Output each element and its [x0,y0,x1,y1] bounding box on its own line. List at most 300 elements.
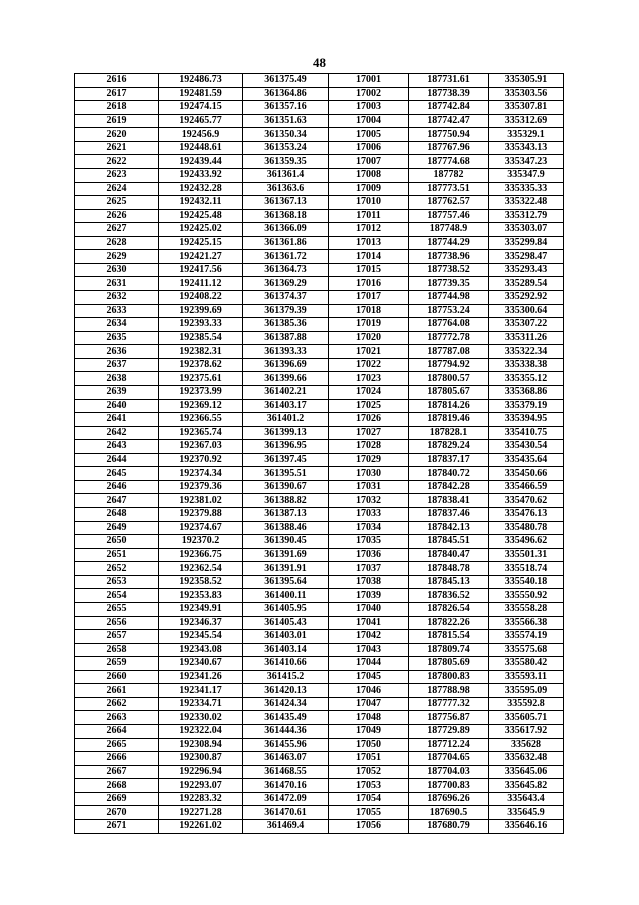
table-cell: 17009 [329,182,409,196]
table-cell: 187794.92 [409,358,489,372]
table-cell: 192300.87 [159,752,243,766]
table-cell: 361424.34 [243,697,329,711]
table-cell: 361402.21 [243,385,329,399]
table-cell: 335347.23 [489,155,564,169]
table-row [75,575,564,589]
table-cell: 17005 [329,128,409,142]
table-cell: 187748.9 [409,223,489,237]
table-row [75,616,564,630]
table-row [75,128,564,142]
table-cell: 192381.02 [159,494,243,508]
table-cell: 2630 [75,263,159,277]
table-cell: 2643 [75,440,159,454]
table-cell: 361393.33 [243,345,329,359]
table-cell: 335470.62 [489,494,564,508]
table-cell: 192374.34 [159,467,243,481]
table-cell: 335293.43 [489,263,564,277]
table-cell: 17023 [329,372,409,386]
table-cell: 187777.32 [409,697,489,711]
table-row [75,168,564,182]
table-body [75,74,564,834]
table-cell: 187756.87 [409,711,489,725]
table-cell: 17049 [329,725,409,739]
table-cell: 2635 [75,331,159,345]
table-row [75,155,564,169]
table-cell: 361410.66 [243,657,329,671]
table-cell: 361367.13 [243,196,329,210]
table-cell: 187829.24 [409,440,489,454]
table-cell: 192374.67 [159,521,243,535]
table-cell: 17042 [329,630,409,644]
table-row [75,291,564,305]
table-cell: 192474.15 [159,101,243,115]
table-cell: 2665 [75,738,159,752]
table-cell: 187742.84 [409,101,489,115]
table-row [75,263,564,277]
table-cell: 192486.73 [159,74,243,88]
table-cell: 361396.69 [243,358,329,372]
table-cell: 17037 [329,562,409,576]
table-cell: 361364.73 [243,263,329,277]
table-cell: 361405.43 [243,616,329,630]
table-cell: 2645 [75,467,159,481]
table-cell: 361361.86 [243,236,329,250]
table-row [75,779,564,793]
table-cell: 17043 [329,643,409,657]
table-cell: 17045 [329,670,409,684]
table-cell: 192465.77 [159,114,243,128]
table-cell: 361401.2 [243,413,329,427]
table-cell: 192379.88 [159,508,243,522]
table-cell: 187696.26 [409,792,489,806]
table-cell: 17034 [329,521,409,535]
table-cell: 187750.94 [409,128,489,142]
table-cell: 17004 [329,114,409,128]
table-cell: 2657 [75,630,159,644]
table-row [75,236,564,250]
table-cell: 2646 [75,480,159,494]
table-cell: 192296.94 [159,765,243,779]
table-cell: 187836.52 [409,589,489,603]
table-cell: 2621 [75,141,159,155]
table-cell: 335645.06 [489,765,564,779]
table-cell: 335394.95 [489,413,564,427]
table-cell: 192448.61 [159,141,243,155]
table-cell: 187774.68 [409,155,489,169]
table-row [75,304,564,318]
table-cell: 192367.03 [159,440,243,454]
table-cell: 335343.13 [489,141,564,155]
table-cell: 335550.92 [489,589,564,603]
table-cell: 335312.79 [489,209,564,223]
table-cell: 335305.91 [489,74,564,88]
table-cell: 2640 [75,399,159,413]
table-cell: 361379.39 [243,304,329,318]
table-cell: 187738.39 [409,87,489,101]
table-cell: 2617 [75,87,159,101]
table-cell: 2655 [75,602,159,616]
table-cell: 187800.57 [409,372,489,386]
table-cell: 335476.13 [489,508,564,522]
table-cell: 17025 [329,399,409,413]
table-cell: 361470.61 [243,806,329,820]
table-cell: 187738.52 [409,263,489,277]
table-row [75,141,564,155]
coordinates-table [74,73,564,834]
table-cell: 192456.9 [159,128,243,142]
table-row [75,535,564,549]
table-cell: 187842.28 [409,480,489,494]
table-row [75,792,564,806]
table-cell: 2661 [75,684,159,698]
table-cell: 335632.48 [489,752,564,766]
table-cell: 17035 [329,535,409,549]
table-cell: 192362.54 [159,562,243,576]
table-cell: 17017 [329,291,409,305]
table-cell: 361469.4 [243,819,329,833]
table-cell: 187828.1 [409,426,489,440]
table-cell: 192421.27 [159,250,243,264]
table-cell: 192330.02 [159,711,243,725]
table-cell: 17015 [329,263,409,277]
table-cell: 187757.46 [409,209,489,223]
table-cell: 335617.92 [489,725,564,739]
table-cell: 192425.48 [159,209,243,223]
table-cell: 17050 [329,738,409,752]
table-cell: 2660 [75,670,159,684]
table-cell: 17021 [329,345,409,359]
table-cell: 17056 [329,819,409,833]
table-cell: 192411.12 [159,277,243,291]
table-cell: 335605.71 [489,711,564,725]
table-cell: 2668 [75,779,159,793]
table-cell: 335540.18 [489,575,564,589]
table-cell: 2624 [75,182,159,196]
table-cell: 2651 [75,548,159,562]
table-row [75,440,564,454]
table-cell: 192393.33 [159,318,243,332]
table-cell: 2662 [75,697,159,711]
table-row [75,426,564,440]
table-cell: 17016 [329,277,409,291]
table-cell: 192341.17 [159,684,243,698]
table-cell: 2620 [75,128,159,142]
table-cell: 335645.82 [489,779,564,793]
table-cell: 335518.74 [489,562,564,576]
table-cell: 192379.36 [159,480,243,494]
table-row [75,358,564,372]
table-cell: 17028 [329,440,409,454]
table-cell: 361390.45 [243,535,329,549]
table-cell: 192358.52 [159,575,243,589]
table-cell: 335435.64 [489,453,564,467]
table-row [75,196,564,210]
table-cell: 335592.8 [489,697,564,711]
table-cell: 2631 [75,277,159,291]
table-cell: 17032 [329,494,409,508]
table-cell: 17053 [329,779,409,793]
table-cell: 17020 [329,331,409,345]
table-cell: 187700.83 [409,779,489,793]
table-cell: 17040 [329,602,409,616]
table-cell: 192283.32 [159,792,243,806]
table-cell: 335643.4 [489,792,564,806]
table-cell: 187744.98 [409,291,489,305]
table-row [75,223,564,237]
table-cell: 335496.62 [489,535,564,549]
table-cell: 361470.16 [243,779,329,793]
table-cell: 361397.45 [243,453,329,467]
table-cell: 361391.69 [243,548,329,562]
table-cell: 361357.16 [243,101,329,115]
table-row [75,101,564,115]
table-cell: 187815.54 [409,630,489,644]
table-cell: 361361.72 [243,250,329,264]
table-cell: 17046 [329,684,409,698]
table-cell: 17026 [329,413,409,427]
table-cell: 187731.61 [409,74,489,88]
table-cell: 17033 [329,508,409,522]
table-cell: 2664 [75,725,159,739]
table-cell: 2659 [75,657,159,671]
table-cell: 187788.98 [409,684,489,698]
table-cell: 335450.66 [489,467,564,481]
table-cell: 17052 [329,765,409,779]
table-cell: 2658 [75,643,159,657]
table-row [75,630,564,644]
table-cell: 187840.47 [409,548,489,562]
table-row [75,399,564,413]
table-cell: 17048 [329,711,409,725]
table-cell: 361435.49 [243,711,329,725]
table-cell: 361403.01 [243,630,329,644]
table-cell: 192353.83 [159,589,243,603]
table-cell: 2632 [75,291,159,305]
table-cell: 17006 [329,141,409,155]
table-cell: 2616 [75,74,159,88]
table-cell: 2669 [75,792,159,806]
table-cell: 192341.26 [159,670,243,684]
table-cell: 17027 [329,426,409,440]
table-cell: 361420.13 [243,684,329,698]
table-cell: 192308.94 [159,738,243,752]
table-cell: 17051 [329,752,409,766]
table-cell: 361359.35 [243,155,329,169]
table-cell: 2623 [75,168,159,182]
table-cell: 187842.13 [409,521,489,535]
table-cell: 17041 [329,616,409,630]
table-cell: 361391.91 [243,562,329,576]
table-cell: 2636 [75,345,159,359]
table-cell: 361403.17 [243,399,329,413]
table-row [75,413,564,427]
table-cell: 192481.59 [159,87,243,101]
table-cell: 187837.46 [409,508,489,522]
table-cell: 335646.16 [489,819,564,833]
table-cell: 17018 [329,304,409,318]
table-cell: 192370.2 [159,535,243,549]
table-cell: 187712.24 [409,738,489,752]
table-cell: 192385.54 [159,331,243,345]
table-row [75,521,564,535]
table-cell: 17019 [329,318,409,332]
table-row [75,711,564,725]
table-row [75,250,564,264]
table-row [75,725,564,739]
table-cell: 187764.08 [409,318,489,332]
table-cell: 192373.99 [159,385,243,399]
table-cell: 361396.95 [243,440,329,454]
table-cell: 335338.38 [489,358,564,372]
table-row [75,87,564,101]
table-row [75,318,564,332]
table-cell: 335300.64 [489,304,564,318]
table-cell: 187800.83 [409,670,489,684]
table-cell: 192378.62 [159,358,243,372]
table-cell: 187845.51 [409,535,489,549]
table-row [75,643,564,657]
table-cell: 187729.89 [409,725,489,739]
table-cell: 2638 [75,372,159,386]
table-row [75,589,564,603]
table-cell: 335298.47 [489,250,564,264]
table-cell: 192382.31 [159,345,243,359]
table-row [75,385,564,399]
table-cell: 187762.57 [409,196,489,210]
table-cell: 2656 [75,616,159,630]
table-row [75,331,564,345]
table-cell: 192345.54 [159,630,243,644]
table-cell: 2671 [75,819,159,833]
table-cell: 361472.09 [243,792,329,806]
table-cell: 2626 [75,209,159,223]
table-cell: 2625 [75,196,159,210]
table-cell: 187809.74 [409,643,489,657]
table-cell: 335303.07 [489,223,564,237]
table-cell: 17047 [329,697,409,711]
table-cell: 2627 [75,223,159,237]
table-cell: 335501.31 [489,548,564,562]
table-cell: 2644 [75,453,159,467]
table-cell: 192432.11 [159,196,243,210]
table-cell: 2670 [75,806,159,820]
table-cell: 335322.34 [489,345,564,359]
table-cell: 17011 [329,209,409,223]
table-cell: 361387.88 [243,331,329,345]
table-cell: 361369.29 [243,277,329,291]
table-cell: 17002 [329,87,409,101]
table-cell: 335307.22 [489,318,564,332]
table-cell: 187767.96 [409,141,489,155]
table-row [75,494,564,508]
table-row [75,670,564,684]
table-cell: 192346.37 [159,616,243,630]
table-cell: 335410.75 [489,426,564,440]
table-cell: 361374.37 [243,291,329,305]
table-row [75,277,564,291]
table-row [75,697,564,711]
table-cell: 192425.15 [159,236,243,250]
table-cell: 335329.1 [489,128,564,142]
table-cell: 187787.08 [409,345,489,359]
table-cell: 361375.49 [243,74,329,88]
table-cell: 361455.96 [243,738,329,752]
table-row [75,467,564,481]
table-cell: 187805.69 [409,657,489,671]
table-cell: 335289.54 [489,277,564,291]
table-cell: 187773.51 [409,182,489,196]
table-cell: 361395.51 [243,467,329,481]
table-cell: 335575.68 [489,643,564,657]
table-cell: 187739.35 [409,277,489,291]
table-cell: 335368.86 [489,385,564,399]
table-cell: 187738.96 [409,250,489,264]
table-row [75,548,564,562]
table-cell: 17055 [329,806,409,820]
table-cell: 2647 [75,494,159,508]
table-cell: 187704.03 [409,765,489,779]
table-row [75,752,564,766]
table-cell: 2639 [75,385,159,399]
table-cell: 361368.18 [243,209,329,223]
table-cell: 361415.2 [243,670,329,684]
table-cell: 192366.55 [159,413,243,427]
table-cell: 361385.36 [243,318,329,332]
table-cell: 361405.95 [243,602,329,616]
table-cell: 17003 [329,101,409,115]
table-cell: 2641 [75,413,159,427]
table-row [75,765,564,779]
table-cell: 192343.08 [159,643,243,657]
table-cell: 192293.07 [159,779,243,793]
table-cell: 17054 [329,792,409,806]
table-cell: 17030 [329,467,409,481]
table-cell: 2619 [75,114,159,128]
table-cell: 335322.48 [489,196,564,210]
table-cell: 187814.26 [409,399,489,413]
table-cell: 187782 [409,168,489,182]
table-cell: 335307.81 [489,101,564,115]
table-cell: 361364.86 [243,87,329,101]
table-cell: 2637 [75,358,159,372]
table-cell: 192433.92 [159,168,243,182]
table-cell: 2618 [75,101,159,115]
table-row [75,345,564,359]
table-cell: 187822.26 [409,616,489,630]
table-cell: 361463.07 [243,752,329,766]
table-cell: 335312.69 [489,114,564,128]
table-cell: 192439.44 [159,155,243,169]
table-cell: 17031 [329,480,409,494]
table-row [75,806,564,820]
table-cell: 2628 [75,236,159,250]
table-cell: 361350.34 [243,128,329,142]
table-row [75,453,564,467]
table-cell: 335628 [489,738,564,752]
table-cell: 17022 [329,358,409,372]
table-cell: 187690.5 [409,806,489,820]
table-cell: 335645.9 [489,806,564,820]
table-cell: 17039 [329,589,409,603]
table-cell: 335595.09 [489,684,564,698]
table-cell: 192322.04 [159,725,243,739]
table-cell: 192369.12 [159,399,243,413]
table-cell: 187845.13 [409,575,489,589]
table-cell: 2642 [75,426,159,440]
table-cell: 2633 [75,304,159,318]
table-cell: 361399.13 [243,426,329,440]
table-row [75,684,564,698]
